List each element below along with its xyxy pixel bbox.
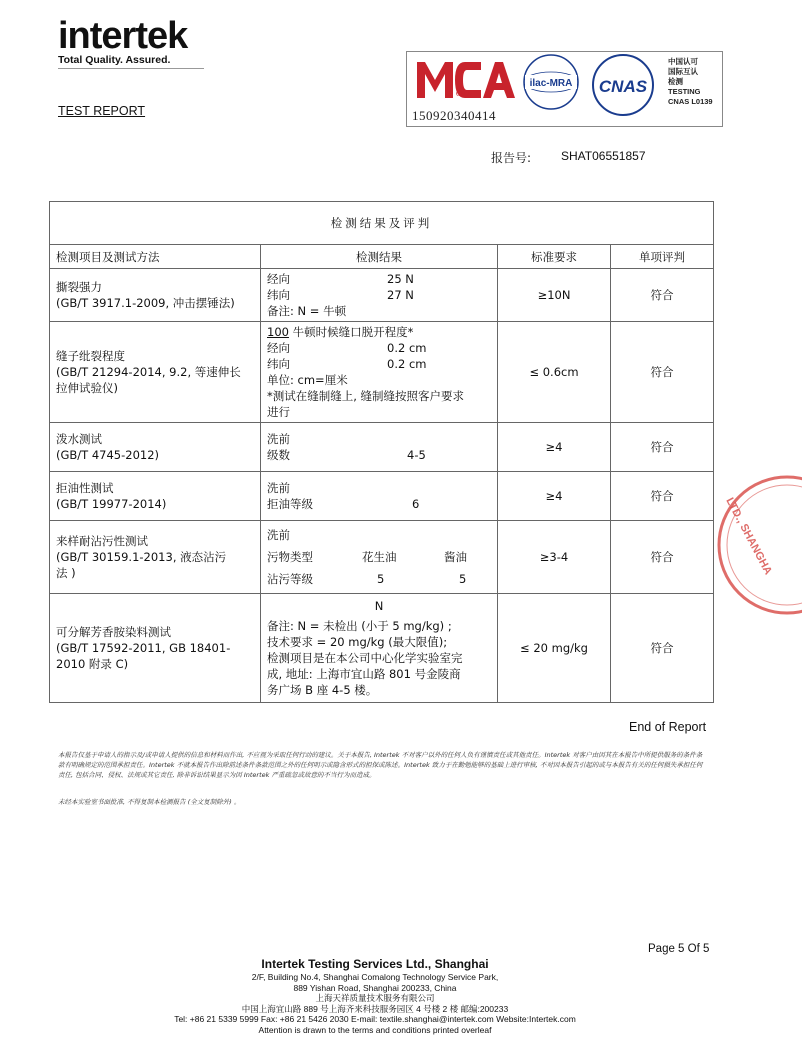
svg-text:LTD., SHANGHA: LTD., SHANGHA	[723, 495, 775, 577]
verdict-cell: 符合	[611, 269, 714, 322]
svg-text:CNAS: CNAS	[598, 77, 648, 96]
footer-line: 889 Yishan Road, Shanghai 200233, China	[293, 982, 457, 993]
footer	[100, 956, 650, 1035]
result-cell: 经向 25 N 纬向 27 N 备注: N = 牛顿	[261, 269, 498, 322]
svg-text:ilac-MRA: ilac-MRA	[529, 78, 573, 89]
cma-mark-icon	[417, 62, 515, 98]
svg-text:CMA: CMA	[456, 90, 472, 98]
table-row	[50, 322, 714, 423]
result-cell: 洗前 拒油等级 6	[261, 472, 498, 521]
header-standard: 标准要求	[498, 245, 611, 269]
ilac-mra-icon	[524, 55, 578, 109]
table-row	[50, 472, 714, 521]
verdict-cell: 符合	[611, 521, 714, 594]
item-cell: 泼水测试 (GB/T 4745-2012)	[50, 423, 261, 472]
header-verdict: 单项评判	[611, 245, 714, 269]
footer-line: 2/F, Building No.4, Shanghai Comalong Technology Service Park,	[251, 972, 499, 982]
result-cell: 洗前 级数 4-5	[261, 423, 498, 472]
end-of-report: End of Report	[629, 720, 707, 734]
cma-number: 150920340414	[412, 108, 496, 123]
no-copy-note: 未经本实验室书面批准, 不得复制本检测报告 (全文复制除外) 。	[58, 798, 241, 806]
standard-cell: ≥4	[498, 423, 611, 472]
table-row	[50, 269, 714, 322]
table-row	[50, 423, 714, 472]
doc-title: TEST REPORT	[58, 104, 146, 118]
header-result: 检测结果	[261, 245, 498, 269]
verdict-cell: 符合	[611, 423, 714, 472]
table-title: 检测结果及评判	[50, 202, 714, 245]
standard-cell: ≥3-4	[498, 521, 611, 594]
standard-cell: ≥10N	[498, 269, 611, 322]
disclaimer-text: 本报告仅基于申请人的指示及/或申请人提供的信息和材料而作出, 不应视为采取任何行动的建议。关于本报告, Intertek 不对客户以外的任何人负有谨慎责任或其他责任。Intertek 对客户由因其在本报告中所提供服务的条件条款有明确规定的范围承担责任。Intertek 不就本报告作出除前述条件条款范围之外的任何明示或隐含形式的担保或陈述。Intertek 致力于在勤勉能够的基础上进行审核, 不对因本报告引起的或与本报告有关的任何损失承担任何责任, 包括合同、侵权、法规或其它责任, 除非诉讼结果显示为因 Intertek 严重疏忽或故意的不当行为而造成。	[58, 751, 703, 779]
company-seal-stamp	[712, 470, 802, 620]
item-cell: 缝子纰裂程度 (GB/T 21294-2014, 9.2, 等速伸长 拉伸试验仪)	[50, 322, 261, 423]
item-cell: 拒油性测试 (GB/T 19977-2014)	[50, 472, 261, 521]
table-row	[50, 521, 714, 594]
item-cell: 可分解芳香胺染料测试 (GB/T 17592-2011, GB 18401- 2010 附录 C)	[50, 594, 261, 703]
table-row	[50, 594, 714, 703]
results-table	[49, 201, 714, 703]
report-no-label: 报告号:	[491, 151, 532, 165]
standard-cell: ≤ 20 mg/kg	[498, 594, 611, 703]
logo-tagline: Total Quality. Assured.	[58, 54, 171, 66]
result-cell: 100 牛顿时候缝口脱开程度* 经向 0.2 cm 纬向 0.2 cm 单位: cm=厘米 *测试在缝制缝上, 缝制缝按照客户要求 进行	[261, 322, 498, 423]
result-pre: 100 牛顿时候缝口脱开程度*	[267, 325, 414, 339]
footer-line: Tel: +86 21 5339 5999 Fax: +86 21 5426 2030 E-mail: textile.shanghai@intertek.com Website:Intertek.com	[174, 1014, 576, 1024]
report-no-value: SHAT06551857	[561, 149, 646, 163]
standard-cell: ≥4	[498, 472, 611, 521]
verdict-cell: 符合	[611, 472, 714, 521]
footer-line: Attention is drawn to the terms and conditions printed overleaf	[258, 1024, 492, 1035]
result-cell: 洗前 污物类型 花生油 酱油 沾污等级 5 5	[261, 521, 498, 594]
footer-line: 中国上海宜山路 889 号上海齐来科技服务园区 4 号楼 2 楼 邮编:200233	[241, 1003, 509, 1014]
standard-cell: ≤ 0.6cm	[498, 322, 611, 423]
verdict-cell: 符合	[611, 594, 714, 703]
footer-company: Intertek Testing Services Ltd., Shanghai	[261, 957, 489, 971]
item-cell: 撕裂强力 (GB/T 3917.1-2009, 冲击摆锤法)	[50, 269, 261, 322]
logo-rule	[58, 68, 204, 69]
verdict-cell: 符合	[611, 322, 714, 423]
header-item: 检测项目及测试方法	[50, 245, 261, 269]
page-number: Page 5 Of 5	[648, 943, 710, 955]
cnas-accreditation-text: 中国认可 国际互认 检测 TESTING CNAS L0139	[668, 57, 713, 106]
footer-line: 上海天祥质量技术服务有限公司	[315, 993, 435, 1003]
intertek-logo: intertek	[58, 15, 188, 57]
result-cell: N 备注: N = 未检出 (小于 5 mg/kg) ; 技术要求 = 20 mg/kg (最大限值); 检测项目是在本公司中心化学实验室完 成, 地址: 上海市宜山路 801 号金陵商 务广场 B 座 4-5 楼。	[261, 594, 498, 703]
cnas-mark-icon	[593, 55, 653, 115]
item-cell: 来样耐沾污性测试 (GB/T 30159.1-2013, 液态沾污 法 )	[50, 521, 261, 594]
